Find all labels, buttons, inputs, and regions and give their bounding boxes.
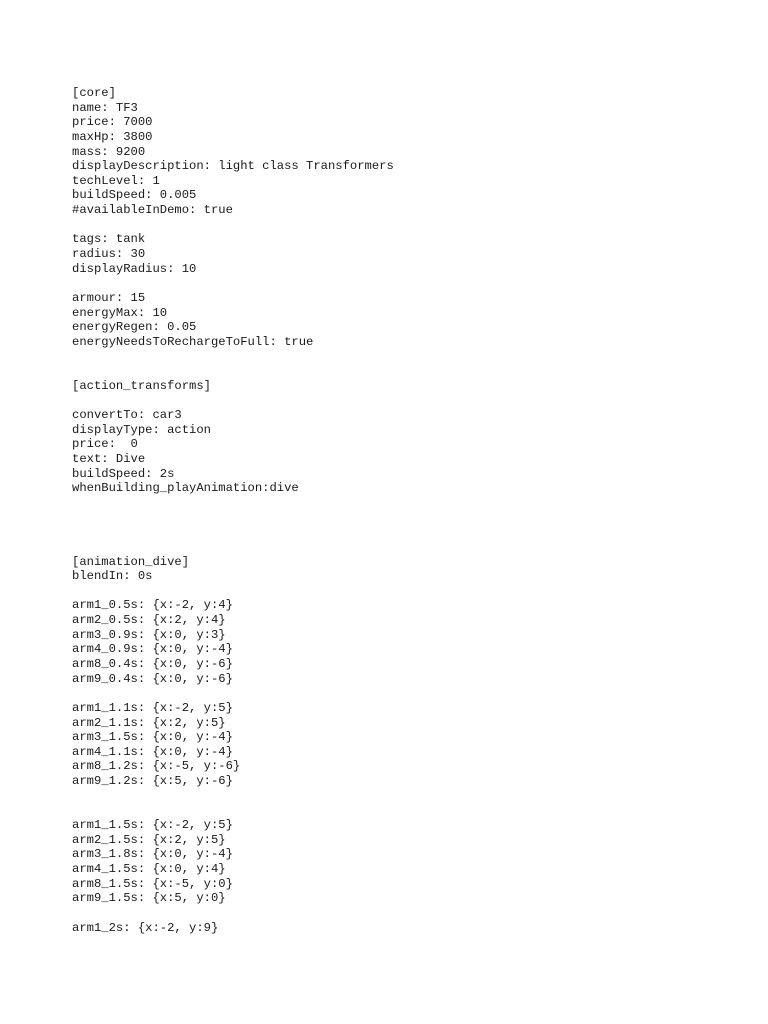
blank-line [72, 525, 394, 540]
config-line: energyRegen: 0.05 [72, 320, 197, 335]
config-line: arm8_1.5s: {x:-5, y:0} [72, 876, 233, 891]
config-line: arm3_1.8s: {x:0, y:-4} [72, 847, 233, 862]
config-line: arm1_1.1s: {x:-2, y:5} [72, 700, 233, 715]
blank-line [72, 906, 394, 921]
config-line: arm2_1.1s: {x:2, y:5} [72, 715, 226, 730]
config-line: price: 7000 [72, 115, 153, 130]
config-line: energyMax: 10 [72, 305, 168, 320]
config-line: arm4_1.5s: {x:0, y:4} [72, 861, 226, 876]
config-line: buildSpeed: 2s [72, 466, 175, 481]
config-line: arm9_1.2s: {x:5, y:-6} [72, 774, 233, 789]
blank-line [72, 789, 394, 804]
config-line: price: 0 [72, 437, 138, 452]
config-line: displayDescription: light class Transformers [72, 159, 394, 174]
config-line: arm8_1.2s: {x:-5, y:-6} [72, 759, 241, 774]
config-line: displayRadius: 10 [72, 261, 197, 276]
config-line: whenBuilding_playAnimation:dive [72, 481, 299, 496]
config-line: arm9_1.5s: {x:5, y:0} [72, 891, 226, 906]
config-line: #availableInDemo: true [72, 203, 233, 218]
config-line: [core] [72, 86, 116, 100]
config-line: energyNeedsToRechargeToFull: true [72, 334, 314, 349]
blank-line [72, 686, 394, 701]
config-line: tags: tank [72, 232, 146, 247]
config-line: radius: 30 [72, 247, 146, 262]
blank-line [72, 364, 394, 379]
blank-line [72, 218, 394, 233]
config-line: arm1_0.5s: {x:-2, y:4} [72, 598, 233, 613]
blank-line [72, 393, 394, 408]
config-line: convertTo: car3 [72, 408, 182, 423]
blank-line [72, 511, 394, 526]
config-line: arm8_0.4s: {x:0, y:-6} [72, 656, 233, 671]
config-line: blendIn: 0s [72, 569, 153, 584]
config-line: displayType: action [72, 422, 211, 437]
blank-line [72, 584, 394, 599]
config-line: arm4_1.1s: {x:0, y:-4} [72, 744, 233, 759]
config-text-block [72, 86, 394, 935]
config-line: maxHp: 3800 [72, 129, 153, 144]
config-line: buildSpeed: 0.005 [72, 188, 197, 203]
config-line: arm4_0.9s: {x:0, y:-4} [72, 642, 233, 657]
config-line: name: TF3 [72, 100, 138, 115]
config-line: arm3_1.5s: {x:0, y:-4} [72, 730, 233, 745]
config-line: techLevel: 1 [72, 173, 160, 188]
config-line: mass: 9200 [72, 144, 146, 159]
config-line: arm2_0.5s: {x:2, y:4} [72, 613, 226, 628]
config-line: arm3_0.9s: {x:0, y:3} [72, 627, 226, 642]
config-line: arm2_1.5s: {x:2, y:5} [72, 832, 226, 847]
blank-line [72, 350, 394, 365]
blank-line [72, 540, 394, 555]
blank-line [72, 803, 394, 818]
blank-line [72, 276, 394, 291]
blank-line [72, 496, 394, 511]
config-line: arm1_1.5s: {x:-2, y:5} [72, 818, 233, 833]
config-line: armour: 15 [72, 290, 146, 305]
config-line: text: Dive [72, 452, 146, 467]
config-line: arm1_2s: {x:-2, y:9} [72, 920, 219, 935]
config-line: [action_transforms] [72, 378, 211, 393]
config-line: arm9_0.4s: {x:0, y:-6} [72, 671, 233, 686]
config-line: [animation_dive] [72, 554, 190, 569]
